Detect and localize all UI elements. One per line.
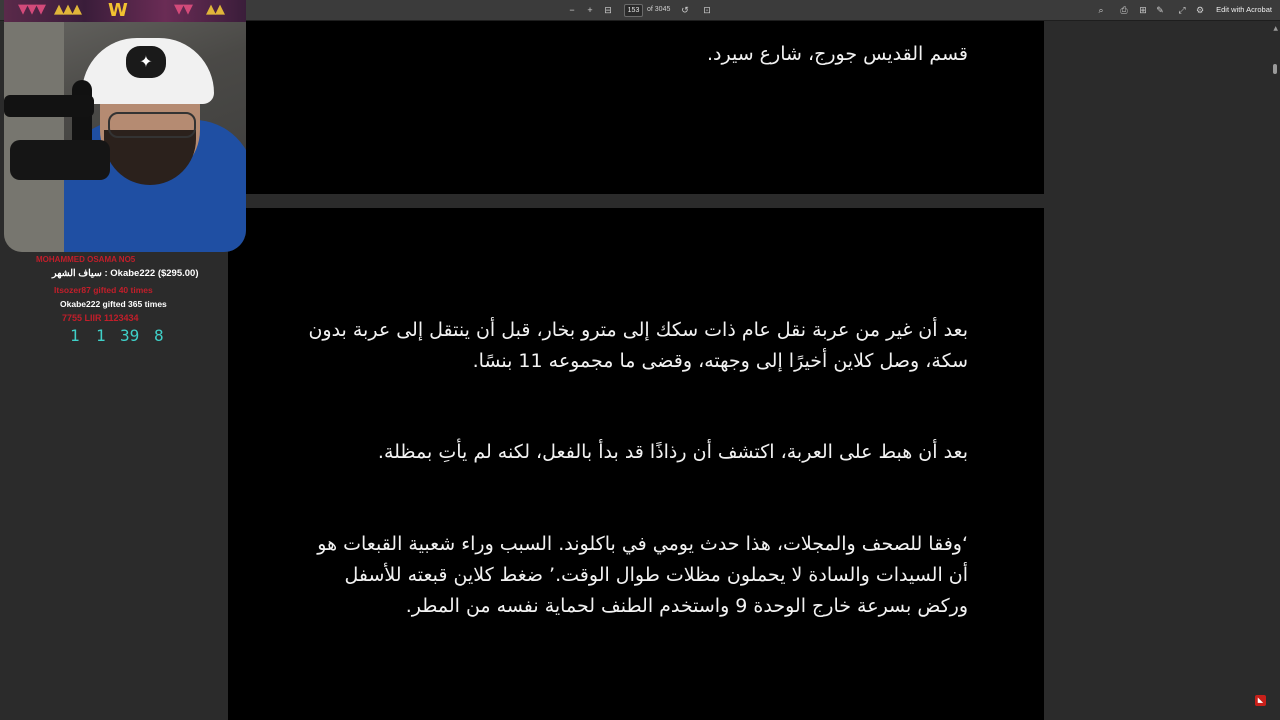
page-number-input[interactable]: [624, 4, 643, 17]
counter-value: 1: [96, 326, 106, 345]
jordan-jumpman-icon: ✦: [126, 46, 166, 78]
channel-logo-icon: W: [108, 0, 128, 21]
decorative-pattern-icon: ▼▼: [174, 2, 192, 17]
page-paragraph: ‘وفقا للصحف والمجلات، هذا حدث يومي في باكلوند. السبب وراء شعبية القبعات هو أن السيدات والسادة لا يحملون مظلات طوال الوقت.’ ضغط كلاين قبعته للأسفل وركض بسرعة خارج الوحدة 9 واستخدم الطنف لحماية نفسه من المطر.: [317, 533, 968, 617]
page-text-line: قسم القديس جورج، شارع سيرد.: [707, 43, 968, 65]
fullscreen-icon[interactable]: ⤢: [1178, 5, 1186, 15]
decorative-pattern-icon: ▼▼▼: [18, 2, 45, 17]
print-icon[interactable]: ⎙: [1120, 5, 1128, 15]
acrobat-logo-icon: ◣: [1255, 695, 1266, 706]
page-total-label: of 3045: [647, 6, 671, 13]
rotate-icon[interactable]: ↺: [681, 5, 689, 15]
mic-arm: [4, 95, 94, 117]
overlay-counters: [70, 326, 174, 345]
two-page-icon[interactable]: ⊡: [703, 5, 711, 15]
page-paragraph: بعد أن غير من عربة نقل عام ذات سكك إلى مترو بخار، قبل أن ينتقل إلى عربة بدون سكة، وصل كلاين أخيرًا إلى وجهته، وقضى ما مجموعه 11 بنسًا.: [308, 319, 968, 372]
scrollbar-thumb[interactable]: [1273, 64, 1277, 74]
vertical-scrollbar[interactable]: [1270, 21, 1280, 720]
background-wall: [4, 22, 64, 252]
overlay-top-donor: MOHAMMED OSAMA NO5: [36, 255, 136, 264]
save-icon[interactable]: ⊞: [1139, 5, 1147, 15]
counter-value: 8: [154, 326, 164, 345]
scroll-up-icon[interactable]: ▲: [1273, 25, 1278, 32]
webcam-overlay: [4, 0, 246, 252]
zoom-in-icon[interactable]: +: [587, 5, 593, 15]
draw-icon[interactable]: ✎: [1156, 5, 1164, 15]
overlay-gift-alert: Okabe222 gifted 365 times: [60, 299, 167, 309]
overlay-gift-alert: Itsozer87 gifted 40 times: [54, 285, 153, 295]
page-paragraph: بعد أن هبط على العربة، اكتشف أن رذاذًا قد بدأ بالفعل، لكنه لم يأتِ بمظلة.: [377, 441, 968, 463]
zoom-out-icon[interactable]: −: [569, 5, 575, 15]
pdf-page: [228, 208, 1044, 720]
overlay-sword-of-month: سياف الشهر : Okabe222 ($295.00): [52, 268, 199, 279]
counter-value: 1: [70, 326, 80, 345]
fit-page-icon[interactable]: ⊟: [604, 5, 612, 15]
pdf-page: [228, 21, 1044, 194]
decorative-pattern-icon: ▲▲: [206, 2, 224, 17]
edit-with-acrobat-button[interactable]: Edit with Acrobat: [1216, 5, 1272, 14]
overlay-ticker: 7755 LIIR 1123434: [62, 313, 139, 323]
settings-icon[interactable]: ⚙: [1195, 5, 1205, 15]
counter-value: 39: [120, 326, 140, 345]
decorative-pattern-icon: ▲▲▲: [54, 2, 81, 17]
microphone: [10, 140, 110, 180]
search-icon[interactable]: ⌕: [1098, 5, 1104, 15]
streamer-glasses: [108, 112, 196, 138]
